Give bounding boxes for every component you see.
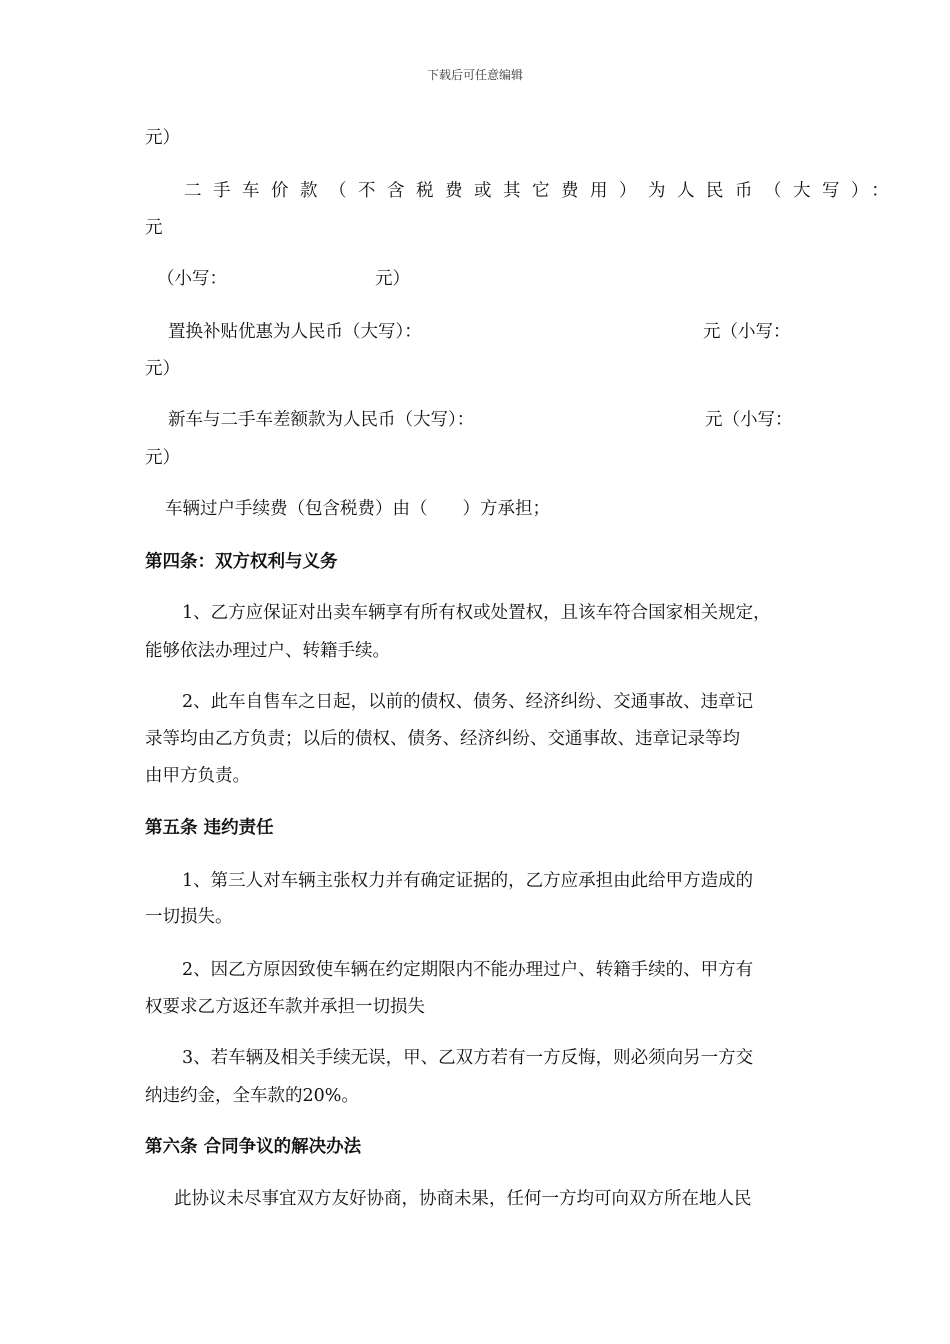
subsidy-yuan: 元）	[145, 359, 180, 379]
article5-title: 第五条 违约责任	[145, 818, 274, 838]
article4-item1-line1: 1、乙方应保证对出卖车辆享有所有权或处置权，且该车符合国家相关规定，	[182, 603, 771, 623]
used-car-price-label: 二手车价款（不含税费或其它费用）为人民币（大写）：	[184, 181, 901, 201]
subsidy-label: 置换补贴优惠为人民币（大写）：	[168, 322, 422, 342]
used-car-price-yuan: 元	[145, 218, 163, 238]
article6-line1: 此协议未尽事宜双方友好协商，协商未果，任何一方均可向双方所在地人民	[174, 1189, 752, 1209]
article5-item3-line2: 纳违约金，全车款的20%。	[145, 1086, 359, 1106]
small-write-label: （小写：	[157, 269, 227, 289]
article5-item3-line1: 3、若车辆及相关手续无误，甲、乙双方若有一方反悔，则必须向另一方交	[182, 1048, 754, 1068]
article4-item2-line3: 由甲方负责。	[145, 766, 250, 786]
difference-yuan: 元）	[145, 448, 180, 468]
article5-item1-line2: 一切损失。	[145, 907, 233, 927]
article4-item2-line2: 录等均由乙方负责；以后的债权、债务、经济纠纷、交通事故、违章记录等均	[145, 729, 740, 749]
article5-item1-line1: 1、第三人对车辆主张权力并有确定证据的，乙方应承担由此给甲方造成的	[182, 871, 754, 891]
small-write-yuan: 元）	[375, 269, 410, 289]
article5-item2-line2: 权要求乙方返还车款并承担一切损失	[145, 997, 425, 1017]
subsidy-small-write: 元（小写：	[703, 322, 791, 342]
article4-title: 第四条：双方权利与义务	[145, 552, 338, 572]
transfer-fee-line: 车辆过户手续费（包含税费）由（ ）方承担；	[165, 499, 550, 519]
article5-item2-line1: 2、因乙方原因致使车辆在约定期限内不能办理过户、转籍手续的、甲方有	[182, 960, 754, 980]
difference-small-write: 元（小写：	[705, 410, 793, 430]
page-header-note: 下载后可任意编辑	[426, 68, 523, 82]
article4-item1-line2: 能够依法办理过户、转籍手续。	[145, 641, 390, 661]
yuan-closing-line: 元）	[145, 128, 180, 148]
article6-title: 第六条 合同争议的解决办法	[145, 1137, 362, 1157]
article4-item2-line1: 2、此车自售车之日起，以前的债权、债务、经济纠纷、交通事故、违章记	[182, 692, 754, 712]
difference-label: 新车与二手车差额款为人民币（大写）：	[168, 410, 475, 430]
